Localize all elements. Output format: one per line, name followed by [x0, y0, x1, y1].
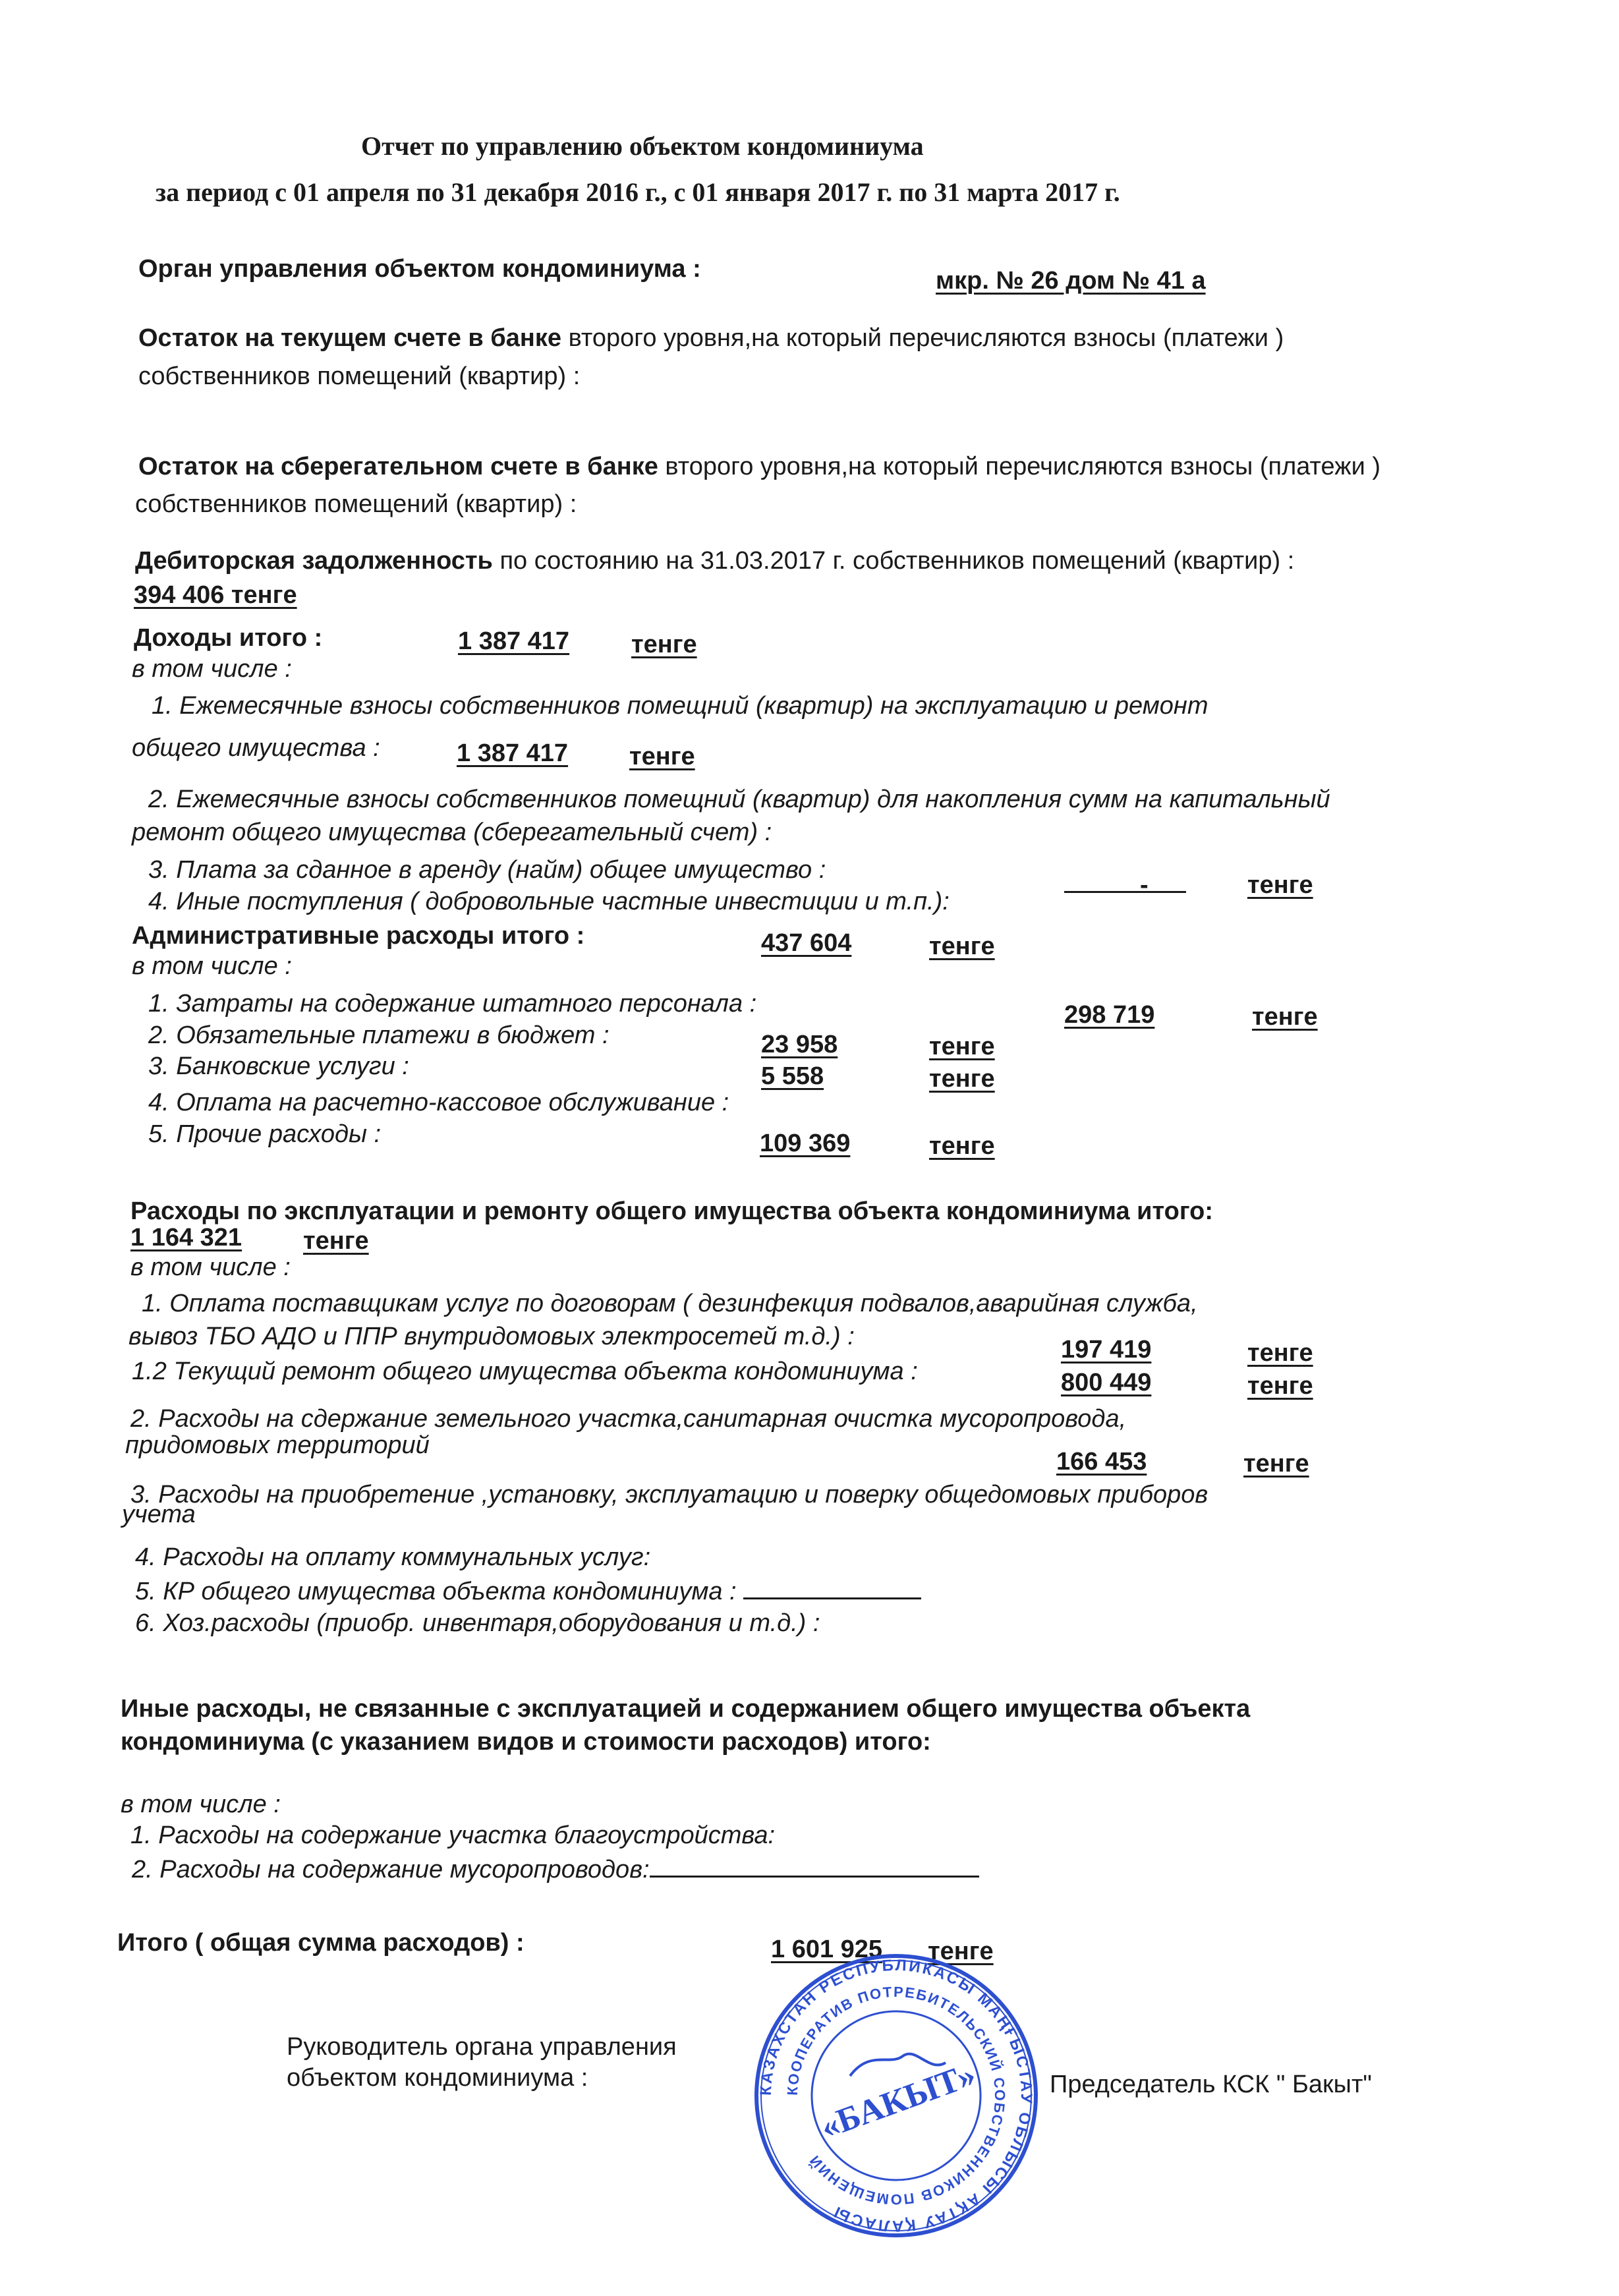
operation-item2-line1: 2. Расходы на сдержание земельного участка,санитарная очистка мусоропровода,: [130, 1405, 1127, 1433]
income-item2-line1: 2. Ежемесячные взносы собственников помещний (квартир) для накопления сумм на капитальный: [148, 786, 1330, 813]
current-account-rest: второго уровня,на который перечисляются взносы (платежи ): [561, 324, 1284, 352]
operation-item2-currency: тенге: [1243, 1450, 1309, 1478]
income-including: в том числе :: [132, 655, 292, 683]
operation-item5: [135, 1575, 921, 1607]
savings-account-line1: [138, 451, 1380, 482]
report-title: Отчет по управлению объектом кондоминиума: [361, 131, 924, 161]
income-item1-currency: тенге: [629, 743, 695, 770]
total-amount: 1 601 925: [771, 1936, 883, 1963]
organ-value: мкр. № 26 дом № 41 а: [936, 267, 1206, 295]
income-amount: 1 387 417: [458, 627, 570, 655]
admin-item3-currency: тенге: [929, 1065, 995, 1093]
admin-item1-currency: тенге: [1252, 1003, 1318, 1031]
savings-account-bold: Остаток на сберегательном счете в банке: [138, 453, 658, 480]
receivables-rest: по состоянию на 31.03.2017 г. собственников помещений (квартир) :: [492, 547, 1295, 575]
other-label-line1: Иные расходы, не связанные с эксплуатацией и содержанием общего имущества объекта: [121, 1695, 1251, 1723]
official-stamp: [751, 1951, 1041, 2241]
current-account-line1: [138, 323, 1284, 353]
income-item1-amount: 1 387 417: [457, 739, 569, 767]
total-currency: тенге: [928, 1937, 994, 1965]
income-label: Доходы итого :: [134, 624, 323, 652]
admin-item1: 1. Затраты на содержание штатного персонала :: [148, 990, 757, 1018]
admin-item3: 3. Банковские услуги :: [148, 1052, 409, 1080]
other-item2: [132, 1853, 979, 1885]
admin-currency: тенге: [929, 933, 995, 960]
operation-item4: 4. Расходы на оплату коммунальных услуг:: [135, 1543, 651, 1571]
income-item3-blank-tail: [1149, 869, 1175, 893]
income-item1-line1: 1. Ежемесячные взносы собственников помещний (квартир) на эксплуатацию и ремонт: [152, 692, 1208, 720]
other-item2-text: 2. Расходы на содержание мусоропроводов:: [132, 1856, 650, 1883]
income-item4: 4. Иные поступления ( добровольные частные инвестиции и т.п.):: [148, 888, 950, 915]
other-item1: 1. Расходы на содержание участка благоустройства:: [130, 1822, 776, 1849]
receivables-value: 394 406 тенге: [134, 581, 297, 609]
admin-label: Административные расходы итого :: [132, 922, 585, 950]
admin-item3-amount: 5 558: [761, 1062, 824, 1090]
operation-including: в том числе :: [130, 1253, 291, 1281]
admin-item5: 5. Прочие расходы :: [148, 1120, 382, 1148]
operation-item1-currency: тенге: [1247, 1339, 1313, 1367]
income-item2-line2: ремонт общего имущества (сберегательный счет) :: [132, 818, 772, 846]
operation-item12-amount: 800 449: [1061, 1369, 1152, 1396]
operation-item3-line1: 3. Расходы на приобретение ,установку, эксплуатацию и поверку общедомовых приборов: [130, 1481, 1208, 1508]
income-item3-currency: тенге: [1247, 871, 1313, 899]
head-line2: объектом кондоминиума :: [287, 2064, 588, 2092]
operation-item2-line2: придомовых территорий: [125, 1431, 430, 1459]
operation-label: Расходы по эксплуатации и ремонту общего имущества объекта кондоминиума итого:: [130, 1197, 1214, 1225]
income-item3-dash: -: [1140, 871, 1149, 899]
organ-label: Орган управления объектом кондоминиума :: [138, 255, 701, 283]
stamp-center-text: «БАКЫТ»: [815, 2055, 980, 2146]
current-account-bold: Остаток на текущем счете в банке: [138, 324, 562, 352]
income-item3: 3. Плата за сданное в аренду (найм) общее имущество :: [148, 856, 826, 884]
report-period: за период с 01 апреля по 31 декабря 2016 г., с 01 января 2017 г. по 31 марта 2017 г.: [156, 177, 1120, 207]
operation-item5-blank: [743, 1575, 921, 1599]
admin-item2-amount: 23 958: [761, 1031, 838, 1058]
operation-item12-currency: тенге: [1247, 1372, 1313, 1400]
savings-account-rest: второго уровня,на который перечисляются взносы (платежи ): [658, 453, 1381, 480]
stamp-inner-text: КООПЕРАТИВ ПОТРЕБИТЕЛЬСКИЙ СОБСТВЕННИКОВ ПОМЕЩЕНИЙ: [783, 1983, 1009, 2208]
operation-currency: тенге: [303, 1227, 369, 1255]
other-item2-blank: [650, 1853, 979, 1878]
receivables-bold: Дебиторская задолженность: [135, 547, 493, 575]
head-line1: Руководитель органа управления: [287, 2033, 677, 2061]
current-account-line2: собственников помещений (квартир) :: [138, 362, 581, 390]
admin-item5-amount: 109 369: [760, 1130, 851, 1157]
income-item1-line2: общего имущества :: [132, 734, 380, 762]
admin-including: в том числе :: [132, 952, 292, 980]
income-currency: тенге: [631, 631, 697, 658]
admin-item2-currency: тенге: [929, 1033, 995, 1060]
admin-item1-amount: 298 719: [1064, 1001, 1155, 1029]
operation-item1-line1: 1. Оплата поставщикам услуг по договорам ( дезинфекция подвалов,аварийная служба,: [142, 1290, 1198, 1317]
operation-item3-line2: учета: [122, 1501, 196, 1528]
operation-item1-line2: вывоз ТБО АДО и ППР внутридомовых электросетей т.д.) :: [128, 1323, 855, 1350]
admin-item5-currency: тенге: [929, 1132, 995, 1160]
other-label-line2: кондоминиума (с указанием видов и стоимости расходов) итого:: [121, 1728, 931, 1756]
chairman-label: Председатель КСК " Бакыт": [1050, 2071, 1372, 2098]
operation-item12: 1.2 Текущий ремонт общего имущества объекта кондоминиума :: [132, 1358, 918, 1385]
operation-item5-text: 5. КР общего имущества объекта кондоминиума :: [135, 1578, 737, 1605]
other-including: в том числе :: [121, 1791, 281, 1818]
receivables-line: [135, 546, 1294, 576]
operation-item1-amount: 197 419: [1061, 1336, 1152, 1363]
savings-account-line2: собственников помещений (квартир) :: [135, 490, 577, 518]
stamp-outer-text: КАЗАХСТАН РЕСПУБЛИКАСЫ МАҢҒЫСТАУ ОБЛЫСЫ АҚТАУ ҚАЛАСЫ: [756, 1956, 1036, 2235]
total-label: Итого ( общая сумма расходов) :: [117, 1929, 525, 1957]
admin-amount: 437 604: [761, 929, 852, 957]
admin-item2: 2. Обязательные платежи в бюджет :: [148, 1021, 610, 1049]
admin-item4: 4. Оплата на расчетно-кассовое обслуживание :: [148, 1089, 729, 1116]
operation-item6: 6. Хоз.расходы (приобр. инвентаря,оборудования и т.д.) :: [135, 1609, 820, 1637]
operation-amount: 1 164 321: [130, 1224, 242, 1251]
income-item3-amount: [1064, 869, 1175, 900]
operation-item2-amount: 166 453: [1056, 1448, 1147, 1476]
